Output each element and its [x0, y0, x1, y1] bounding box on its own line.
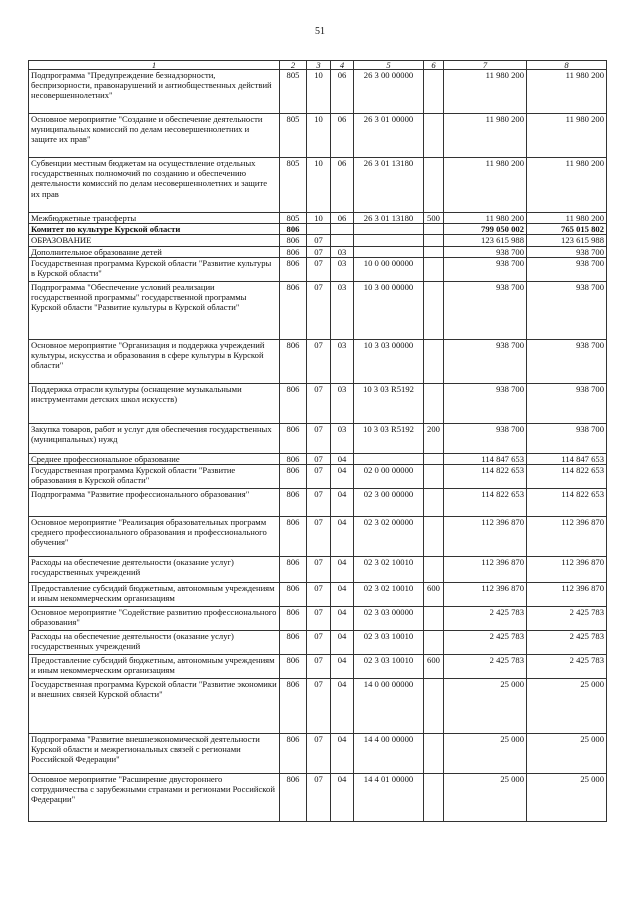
row-expense-type	[424, 557, 444, 583]
budget-table	[28, 60, 607, 822]
row-sum-year1: 938 700	[444, 281, 527, 339]
row-target-article	[354, 453, 424, 464]
row-target-article: 02 3 03 10010	[354, 655, 424, 679]
row-expense-type: 200	[424, 423, 444, 453]
row-sum-year1: 123 615 988	[444, 235, 527, 246]
row-subsection: 04	[331, 557, 354, 583]
row-sum-year2: 938 700	[527, 257, 607, 281]
row-section: 07	[307, 383, 331, 423]
row-section: 07	[307, 631, 331, 655]
row-target-article: 26 3 01 13180	[354, 213, 424, 224]
row-sum-year1: 114 822 653	[444, 465, 527, 489]
row-sum-year1: 2 425 783	[444, 655, 527, 679]
row-grbs: 805	[280, 114, 307, 158]
row-subsection: 06	[331, 158, 354, 213]
row-sum-year2: 114 822 653	[527, 465, 607, 489]
row-expense-type	[424, 339, 444, 383]
table-row	[29, 281, 607, 339]
row-target-article: 10 3 03 00000	[354, 339, 424, 383]
row-subsection: 03	[331, 246, 354, 257]
page-number: 51	[315, 26, 325, 37]
row-name: Подпрограмма "Развитие профессионального образования"	[29, 489, 280, 517]
table-row	[29, 453, 607, 464]
row-grbs: 806	[280, 583, 307, 607]
table-row	[29, 70, 607, 114]
row-sum-year1: 114 847 653	[444, 453, 527, 464]
row-section	[307, 224, 331, 235]
row-subsection: 04	[331, 679, 354, 734]
row-section: 07	[307, 246, 331, 257]
row-sum-year2: 938 700	[527, 339, 607, 383]
row-expense-type: 600	[424, 655, 444, 679]
row-subsection	[331, 224, 354, 235]
row-subsection: 06	[331, 114, 354, 158]
row-name: Субвенции местным бюджетам на осуществление отдельных государственных полномочий по созданию и обеспечению деятельности комиссий по делам несовершеннолетних и защите их прав	[29, 158, 280, 213]
row-sum-year2: 2 425 783	[527, 631, 607, 655]
row-expense-type	[424, 453, 444, 464]
row-grbs: 806	[280, 517, 307, 557]
row-grbs: 806	[280, 383, 307, 423]
row-section: 07	[307, 774, 331, 822]
row-section: 10	[307, 158, 331, 213]
row-target-article: 02 3 02 10010	[354, 557, 424, 583]
row-sum-year1: 938 700	[444, 246, 527, 257]
row-sum-year2: 938 700	[527, 383, 607, 423]
row-expense-type	[424, 235, 444, 246]
row-target-article: 10 3 00 00000	[354, 281, 424, 339]
row-section: 07	[307, 655, 331, 679]
col-header: 1	[29, 61, 280, 70]
table-row	[29, 246, 607, 257]
row-grbs: 806	[280, 774, 307, 822]
table-row	[29, 235, 607, 246]
row-name: Предоставление субсидий бюджетным, автономным учреждениям и иным некоммерческим организациям	[29, 583, 280, 607]
row-sum-year1: 25 000	[444, 679, 527, 734]
row-grbs: 806	[280, 423, 307, 453]
row-target-article: 02 3 02 10010	[354, 583, 424, 607]
row-name: Среднее профессиональное образование	[29, 453, 280, 464]
row-sum-year2: 11 980 200	[527, 213, 607, 224]
table-row	[29, 339, 607, 383]
row-sum-year1: 112 396 870	[444, 583, 527, 607]
row-sum-year2: 11 980 200	[527, 158, 607, 213]
row-target-article: 26 3 01 00000	[354, 114, 424, 158]
row-expense-type	[424, 224, 444, 235]
table-row	[29, 213, 607, 224]
row-grbs: 806	[280, 465, 307, 489]
row-expense-type	[424, 383, 444, 423]
row-name: Основное мероприятие "Содействие развитию профессионального образования"	[29, 607, 280, 631]
col-header: 7	[444, 61, 527, 70]
row-sum-year1: 25 000	[444, 734, 527, 774]
row-section: 07	[307, 465, 331, 489]
row-target-article	[354, 246, 424, 257]
row-grbs: 806	[280, 246, 307, 257]
row-subsection: 06	[331, 213, 354, 224]
row-expense-type	[424, 517, 444, 557]
row-sum-year1: 11 980 200	[444, 70, 527, 114]
row-sum-year2: 112 396 870	[527, 583, 607, 607]
table-row	[29, 655, 607, 679]
row-section: 10	[307, 114, 331, 158]
row-subsection: 04	[331, 631, 354, 655]
row-sum-year2: 114 822 653	[527, 489, 607, 517]
table-row	[29, 383, 607, 423]
row-target-article: 26 3 00 00000	[354, 70, 424, 114]
table-row	[29, 489, 607, 517]
row-target-article: 10 3 03 R5192	[354, 383, 424, 423]
row-name: Основное мероприятие "Организация и поддержка учреждений культуры, искусства и образования в сфере культуры в Курской области"	[29, 339, 280, 383]
row-sum-year2: 938 700	[527, 281, 607, 339]
row-section: 07	[307, 489, 331, 517]
row-name: Подпрограмма "Развитие внешнеэкономической деятельности Курской области и межрегиональных связей с регионами Российской Федерации"	[29, 734, 280, 774]
row-target-article: 14 4 00 00000	[354, 734, 424, 774]
row-expense-type	[424, 679, 444, 734]
col-header: 2	[280, 61, 307, 70]
row-target-article: 02 3 02 00000	[354, 517, 424, 557]
row-expense-type	[424, 734, 444, 774]
row-name: Комитет по культуре Курской области	[29, 224, 280, 235]
row-sum-year1: 799 050 002	[444, 224, 527, 235]
row-subsection: 06	[331, 70, 354, 114]
row-grbs: 806	[280, 489, 307, 517]
row-target-article: 02 3 00 00000	[354, 489, 424, 517]
row-expense-type	[424, 631, 444, 655]
row-target-article: 02 3 03 00000	[354, 607, 424, 631]
row-name: Государственная программа Курской области "Развитие культуры в Курской области"	[29, 257, 280, 281]
row-grbs: 806	[280, 631, 307, 655]
row-name: Закупка товаров, работ и услуг для обеспечения государственных (муниципальных) нужд	[29, 423, 280, 453]
row-grbs: 806	[280, 679, 307, 734]
row-name: Дополнительное образование детей	[29, 246, 280, 257]
row-target-article: 02 0 00 00000	[354, 465, 424, 489]
row-sum-year1: 938 700	[444, 383, 527, 423]
row-subsection: 04	[331, 517, 354, 557]
row-subsection: 04	[331, 655, 354, 679]
table-header-row	[29, 61, 607, 70]
table-row	[29, 607, 607, 631]
row-sum-year2: 25 000	[527, 774, 607, 822]
row-grbs: 806	[280, 224, 307, 235]
row-target-article: 02 3 03 10010	[354, 631, 424, 655]
table-row	[29, 517, 607, 557]
row-section: 07	[307, 734, 331, 774]
row-subsection: 04	[331, 453, 354, 464]
row-name: Основное мероприятие "Реализация образовательных программ среднего профессионального образования и профессионального обучения"	[29, 517, 280, 557]
table-row	[29, 423, 607, 453]
row-sum-year1: 112 396 870	[444, 517, 527, 557]
table-row	[29, 465, 607, 489]
row-grbs: 806	[280, 557, 307, 583]
row-target-article: 14 4 01 00000	[354, 774, 424, 822]
row-target-article: 10 0 00 00000	[354, 257, 424, 281]
col-header: 5	[354, 61, 424, 70]
row-target-article	[354, 224, 424, 235]
row-sum-year2: 938 700	[527, 423, 607, 453]
row-sum-year1: 2 425 783	[444, 631, 527, 655]
row-sum-year1: 114 822 653	[444, 489, 527, 517]
row-name: Основное мероприятие "Создание и обеспечение деятельности муниципальных комиссий по делам несовершеннолетних и защите их прав"	[29, 114, 280, 158]
col-header: 4	[331, 61, 354, 70]
row-section: 10	[307, 70, 331, 114]
row-sum-year1: 938 700	[444, 257, 527, 281]
row-sum-year2: 11 980 200	[527, 70, 607, 114]
row-sum-year2: 112 396 870	[527, 517, 607, 557]
row-name: Государственная программа Курской области "Развитие образования в Курской области"	[29, 465, 280, 489]
row-subsection: 04	[331, 607, 354, 631]
col-header: 8	[527, 61, 607, 70]
row-sum-year2: 2 425 783	[527, 655, 607, 679]
row-grbs: 805	[280, 70, 307, 114]
table-row	[29, 114, 607, 158]
row-sum-year1: 938 700	[444, 423, 527, 453]
row-subsection: 03	[331, 339, 354, 383]
row-expense-type	[424, 607, 444, 631]
row-name: Основное мероприятие "Расширение двустороннего сотрудничества с зарубежными странами и регионами Российской Федерации"	[29, 774, 280, 822]
row-section: 10	[307, 213, 331, 224]
row-section: 07	[307, 281, 331, 339]
row-subsection: 03	[331, 257, 354, 281]
table-row	[29, 583, 607, 607]
row-name: ОБРАЗОВАНИЕ	[29, 235, 280, 246]
col-header: 6	[424, 61, 444, 70]
row-target-article: 26 3 01 13180	[354, 158, 424, 213]
row-section: 07	[307, 453, 331, 464]
row-section: 07	[307, 423, 331, 453]
row-section: 07	[307, 557, 331, 583]
row-sum-year1: 11 980 200	[444, 158, 527, 213]
row-expense-type	[424, 489, 444, 517]
row-name: Государственная программа Курской области "Развитие экономики и внешних связей Курской области"	[29, 679, 280, 734]
row-subsection: 04	[331, 583, 354, 607]
row-subsection: 04	[331, 465, 354, 489]
row-sum-year1: 112 396 870	[444, 557, 527, 583]
row-sum-year1: 25 000	[444, 774, 527, 822]
row-sum-year1: 2 425 783	[444, 607, 527, 631]
row-expense-type: 500	[424, 213, 444, 224]
row-subsection: 04	[331, 774, 354, 822]
row-section: 07	[307, 339, 331, 383]
row-section: 07	[307, 517, 331, 557]
row-name: Предоставление субсидий бюджетным, автономным учреждениям и иным некоммерческим организациям	[29, 655, 280, 679]
row-expense-type	[424, 465, 444, 489]
row-grbs: 806	[280, 607, 307, 631]
row-sum-year2: 114 847 653	[527, 453, 607, 464]
row-grbs: 806	[280, 453, 307, 464]
table-row	[29, 257, 607, 281]
row-name: Расходы на обеспечение деятельности (оказание услуг) государственных учреждений	[29, 631, 280, 655]
row-expense-type	[424, 114, 444, 158]
row-grbs: 806	[280, 235, 307, 246]
row-subsection: 03	[331, 383, 354, 423]
row-target-article: 14 0 00 00000	[354, 679, 424, 734]
table-row	[29, 734, 607, 774]
table-row	[29, 224, 607, 235]
row-expense-type	[424, 70, 444, 114]
row-grbs: 806	[280, 734, 307, 774]
row-subsection: 03	[331, 281, 354, 339]
row-sum-year2: 11 980 200	[527, 114, 607, 158]
row-expense-type	[424, 774, 444, 822]
row-section: 07	[307, 235, 331, 246]
row-target-article: 10 3 03 R5192	[354, 423, 424, 453]
row-sum-year2: 123 615 988	[527, 235, 607, 246]
row-name: Расходы на обеспечение деятельности (оказание услуг) государственных учреждений	[29, 557, 280, 583]
table-row	[29, 557, 607, 583]
row-grbs: 806	[280, 257, 307, 281]
row-section: 07	[307, 607, 331, 631]
row-name: Подпрограмма "Предупреждение безнадзорности, беспризорности, правонарушений и антиобщественных действий несовершеннолетних"	[29, 70, 280, 114]
row-expense-type: 600	[424, 583, 444, 607]
table-row	[29, 158, 607, 213]
row-section: 07	[307, 583, 331, 607]
table-row	[29, 631, 607, 655]
row-sum-year1: 938 700	[444, 339, 527, 383]
row-name: Межбюджетные трансферты	[29, 213, 280, 224]
row-grbs: 806	[280, 339, 307, 383]
row-sum-year1: 11 980 200	[444, 213, 527, 224]
table-row	[29, 679, 607, 734]
row-sum-year2: 112 396 870	[527, 557, 607, 583]
row-expense-type	[424, 158, 444, 213]
row-section: 07	[307, 257, 331, 281]
row-grbs: 805	[280, 213, 307, 224]
row-expense-type	[424, 246, 444, 257]
row-grbs: 806	[280, 281, 307, 339]
row-sum-year1: 11 980 200	[444, 114, 527, 158]
row-sum-year2: 25 000	[527, 679, 607, 734]
row-grbs: 805	[280, 158, 307, 213]
row-expense-type	[424, 281, 444, 339]
row-sum-year2: 765 015 802	[527, 224, 607, 235]
table-row	[29, 774, 607, 822]
row-expense-type	[424, 257, 444, 281]
row-target-article	[354, 235, 424, 246]
row-name: Поддержка отрасли культуры (оснащение музыкальными инструментами детских школ искусств)	[29, 383, 280, 423]
row-name: Подпрограмма "Обеспечение условий реализации государственной программы" государственной программы Курской области "Развитие культуры в Курской области"	[29, 281, 280, 339]
row-subsection: 04	[331, 734, 354, 774]
row-sum-year2: 2 425 783	[527, 607, 607, 631]
row-grbs: 806	[280, 655, 307, 679]
row-sum-year2: 938 700	[527, 246, 607, 257]
col-header: 3	[307, 61, 331, 70]
row-subsection: 03	[331, 423, 354, 453]
row-sum-year2: 25 000	[527, 734, 607, 774]
row-section: 07	[307, 679, 331, 734]
row-subsection: 04	[331, 489, 354, 517]
row-subsection	[331, 235, 354, 246]
